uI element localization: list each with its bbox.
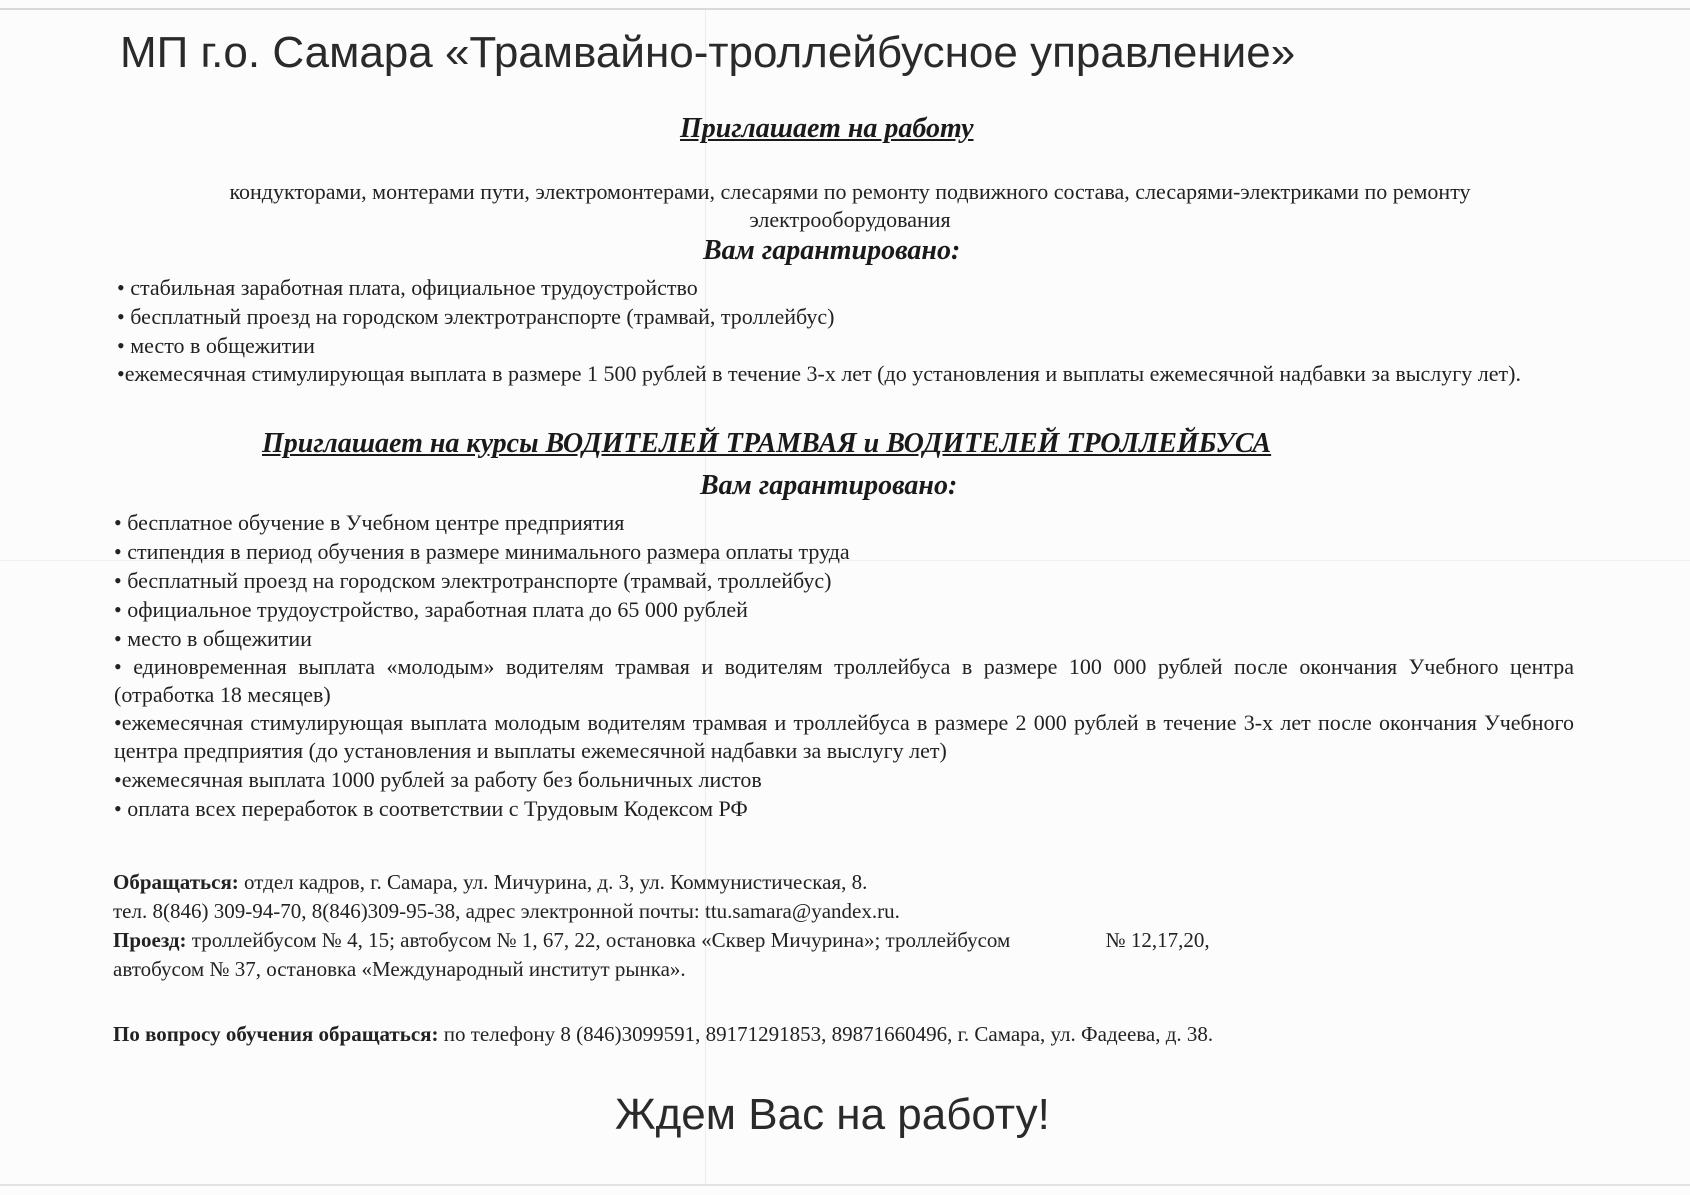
contacts-block — [113, 868, 1593, 984]
list-item: • официальное трудоустройство, заработная плата до 65 000 рублей — [114, 597, 748, 622]
guarantee-heading-courses: Вам гарантировано: — [700, 470, 958, 501]
route-label: Проезд: — [113, 928, 187, 952]
list-item: • стабильная заработная плата, официальное трудоустройство — [117, 275, 698, 300]
training-contacts — [113, 1020, 1553, 1049]
list-item: • место в общежитии — [117, 333, 315, 358]
scan-edge-bottom — [0, 1184, 1690, 1186]
contacts-address: отдел кадров, г. Самара, ул. Мичурина, д. 3, ул. Коммунистическая, 8. — [244, 870, 868, 894]
document-title: МП г.о. Самара «Трамвайно-троллейбусное управление» — [120, 28, 1296, 77]
invite-work-heading: Приглашает на работу — [680, 113, 974, 144]
course-benefits-list — [114, 508, 1574, 823]
training-label: По вопросу обучения обращаться: — [113, 1022, 439, 1046]
list-item: • место в общежитии — [114, 626, 312, 651]
list-item: • бесплатное обучение в Учебном центре предприятия — [114, 510, 625, 535]
route-numbers: № 12,17,20, — [1105, 928, 1210, 952]
training-text: по телефону 8 (846)3099591, 89171291853, 89871660496, г. Самара, ул. Фадеева, д. 38. — [443, 1022, 1214, 1046]
closing-slogan: Ждем Вас на работу! — [615, 1090, 1050, 1139]
list-item: • стипендия в период обучения в размере минимального размера оплаты труда — [114, 539, 850, 564]
list-item: •ежемесячная выплата 1000 рублей за работу без больничных листов — [114, 767, 762, 792]
list-item: •ежемесячная стимулирующая выплата молодым водителям трамвая и троллейбуса в размере 2 000 рублей в течение 3-х лет после окончания Учебного центра предприятия (до установления и выплаты ежемесячной надбавки за выслугу лет) — [114, 710, 1574, 763]
list-item: • единовременная выплата «молодым» водителям трамвая и водителям троллейбуса в размере 100 000 рублей после окончания Учебного центра (отработка 18 месяцев) — [114, 654, 1574, 707]
route-line-2: автобусом № 37, остановка «Международный институт рынка». — [113, 957, 686, 981]
list-item: •ежемесячная стимулирующая выплата в размере 1 500 рублей в течение 3-х лет (до установления и выплаты ежемесячной надбавки за выслугу лет). — [117, 361, 1521, 386]
invite-courses-heading: Приглашает на курсы ВОДИТЕЛЕЙ ТРАМВАЯ и ВОДИТЕЛЕЙ ТРОЛЛЕЙБУСА — [262, 428, 1272, 459]
contacts-address-line — [113, 868, 1593, 897]
contacts-label: Обращаться: — [113, 870, 239, 894]
route-line — [113, 926, 1593, 955]
guarantee-heading-work: Вам гарантировано: — [703, 235, 961, 266]
professions-text: кондукторами, монтерами пути, электромонтерами, слесарями по ремонту подвижного состава, слесарями-электриками по ремонту электрооборудования — [229, 179, 1471, 232]
list-item: • бесплатный проезд на городском электротранспорте (трамвай, троллейбус) — [114, 568, 832, 593]
contacts-phones: тел. 8(846) 309-94-70, 8(846)309-95-38, адрес электронной почты: ttu.samara@yandex.ru. — [113, 899, 900, 923]
scan-edge-top — [0, 8, 1690, 10]
list-item: • оплата всех переработок в соответствии с Трудовым Кодексом РФ — [114, 796, 748, 821]
route-text: троллейбусом № 4, 15; автобусом № 1, 67, 22, остановка «Сквер Мичурина»; троллейбусом — [191, 928, 1011, 952]
work-benefits-list — [117, 273, 1582, 388]
list-item: • бесплатный проезд на городском электротранспорте (трамвай, троллейбус) — [117, 304, 835, 329]
